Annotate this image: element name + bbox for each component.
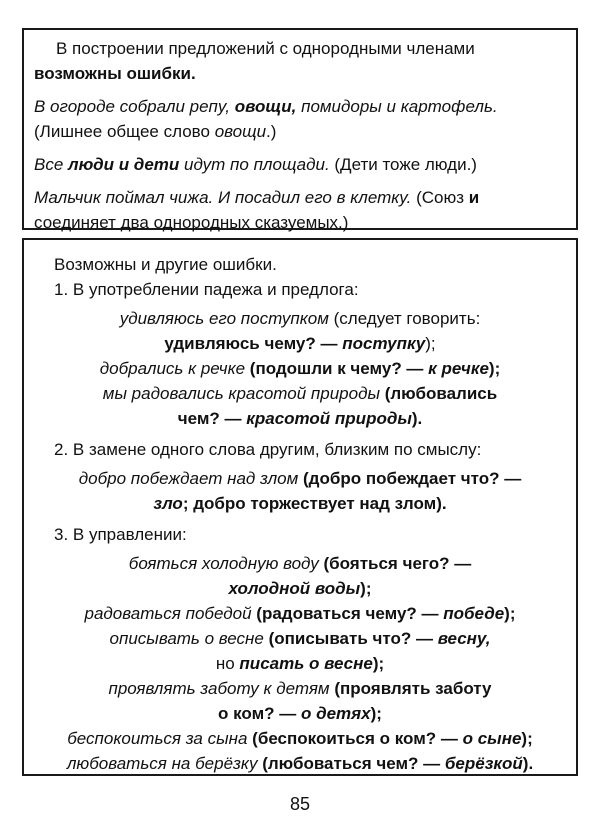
s1-l4-a: мы радовались красотой природы [102,384,385,403]
section-1-line-3 [32,356,568,381]
s1-l1-b: (следует говорить: [328,309,481,328]
s3-l4-a: описывать о весне [109,629,269,648]
example-2-bold: люди и дети [68,155,180,174]
s3-l1-a: бояться холодную воду [128,554,324,573]
example-3-note: (Союз [411,188,469,207]
section-3-line-9 [32,751,568,776]
example-1-rest: помидоры и картофель. [296,97,498,116]
intro-paragraph [34,36,566,86]
example-3-note-bold: и [468,188,480,207]
section-1-line-5 [32,406,568,431]
other-errors-intro: Возможны и другие ошибки. [54,255,277,274]
s3-l3-b: (радоваться чему? — [256,604,444,623]
s1-l1-a: удивляюсь его поступком [119,309,329,328]
s3-l5-a: но [215,654,240,673]
s3-l4-c: весну, [437,629,491,648]
s1-l3-a: добрались к речке [99,359,250,378]
s1-l3-d: ); [488,359,501,378]
section-2-line-2 [32,491,568,516]
s3-l4-b: (описывать что? — [268,629,438,648]
example-1-bold: овощи, [234,97,297,116]
s3-l5-c: ); [372,654,385,673]
s1-l4-b: (любовались [384,384,498,403]
s3-l3-c: победе [443,604,505,623]
s3-l8-a: беспокоиться за сына [67,729,253,748]
section-3-line-3 [32,601,568,626]
s3-l9-b: (любоваться чем? — [262,754,445,773]
section-3-line-8 [32,726,568,751]
s3-l7-c: ); [370,704,382,723]
s3-l1-b: (бояться чего? — [323,554,472,573]
rule-box-homogeneous-errors [22,28,578,230]
s3-l3-a: радоваться победой [84,604,257,623]
s2-l2-b: ; добро торжествует над злом [182,494,437,513]
s1-l3-c: к речке [428,359,489,378]
rule-box-other-errors [22,238,578,776]
s3-l3-d: ); [504,604,516,623]
example-3-note-end: соединяет два однородных сказуемых.) [34,213,349,232]
section-2-title: 2. В замене одного слова другим, близким по смыслу: [54,440,482,459]
s3-l9-a: любоваться на берёзку [66,754,263,773]
example-1-note-end: .) [266,122,277,141]
section-3-line-4 [32,626,568,651]
s3-l5-b: писать о весне [239,654,373,673]
intro-bold: возможны ошибки. [34,64,196,83]
example-3-text: Мальчик поймал чижа. И посадил его в клетку. [34,188,412,207]
s1-l5-b: красотой природы [246,409,412,428]
example-1-text: В огороде собрали репу, [34,97,235,116]
example-1-note-word: овощи [214,122,267,141]
example-1-note: (Лишнее общее слово [34,122,215,141]
s3-l2-b: ); [360,579,372,598]
section-3-line-7 [32,701,568,726]
intro-text: В построении предложений с однородными членами [56,39,475,58]
example-2-note: (Дети тоже люди.) [329,155,477,174]
s2-l1-a: добро побеждает над злом [78,469,303,488]
s2-l2-c: ). [436,494,447,513]
s3-l7-b: о детях [300,704,371,723]
s3-l6-a: проявлять заботу к детям [108,679,335,698]
s3-l9-d: ). [522,754,534,773]
example-2 [34,152,566,177]
s1-l5-c: ). [411,409,423,428]
section-3-line-5 [32,651,568,676]
s2-l1-b: (добро побеждает что? — [303,469,522,488]
s3-l7-a: о ком? — [218,704,301,723]
s1-l2-a: удивляюсь чему? — [164,334,343,353]
s1-l2-c: ); [425,334,436,353]
section-3-line-2 [32,576,568,601]
example-2-rest: идут по площади. [179,155,330,174]
s1-l3-b: (подошли к чему? — [249,359,429,378]
s3-l8-d: ); [521,729,533,748]
page-number: 85 [289,794,311,814]
s1-l5-a: чем? — [177,409,247,428]
s2-l2-a: зло [153,494,183,513]
section-3-line-6 [32,676,568,701]
section-2-line-1 [32,466,568,491]
s1-l2-b: поступку [342,334,426,353]
s3-l8-c: о сыне [462,729,522,748]
section-1-line-4 [32,381,568,406]
section-1-title: 1. В употреблении падежа и предлога: [54,280,359,299]
s3-l9-c: берёзкой [444,754,523,773]
example-1 [34,94,566,144]
s3-l6-b: (проявлять заботу [334,679,492,698]
s3-l8-b: (беспокоиться о ком? — [252,729,463,748]
example-2-text: Все [34,155,69,174]
section-1-line-2 [32,331,568,356]
section-3-line-1 [32,551,568,576]
s3-l2-a: холодной воды [228,579,361,598]
section-1-line-1 [32,306,568,331]
section-3-title: 3. В управлении: [54,525,187,544]
example-3 [34,185,566,235]
